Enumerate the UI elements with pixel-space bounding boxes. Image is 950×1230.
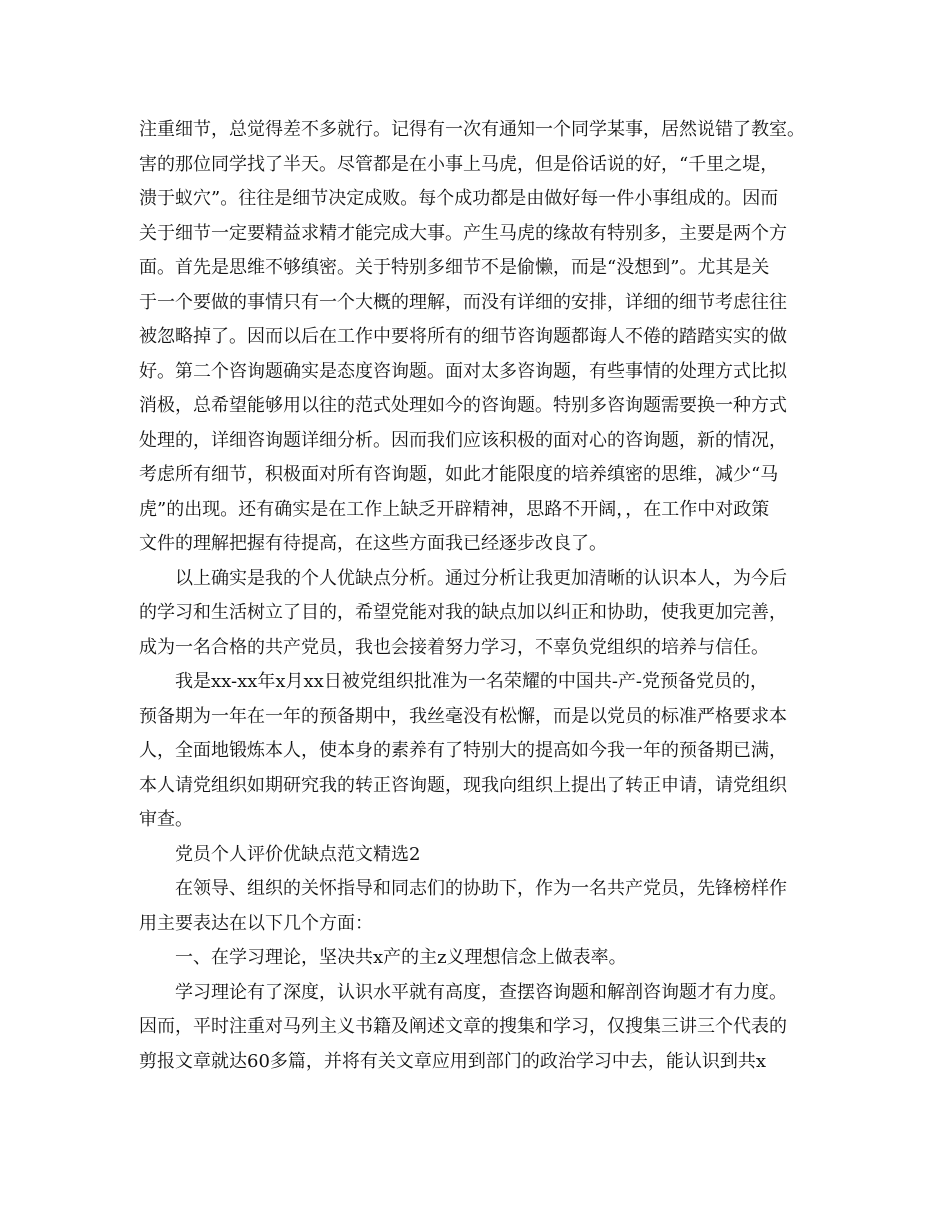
text-line: 预备期为一年在一年的预备期中，我丝毫没有松懈，而是以党员的标准严格要求本 [139,705,787,727]
text-line: 注重细节，总觉得差不多就行。记得有一次有通知一个同学某事，居然说错了教室。 [139,119,805,140]
text-line: 害的那位同学找了半天。尽管都是在小事上马虎，但是俗话说的好，“千里之堤， [139,153,779,175]
text-line: 溃于蚁穴”。往往是细节决定成败。每个成功都是由做好每一件小事组成的。因而 [139,188,779,209]
text-line: 好。第二个咨询题确实是态度咨询题。面对太多咨询题，有些事情的处理方式比拟 [139,360,787,382]
text-line: 我是xx-xx年x月xx日被党组织批准为一名荣耀的中国共-产-党预备党员的， [175,671,768,692]
text-line: 考虑所有细节，积极面对所有咨询题，如此才能限度的培养缜密的思维，减少“马 [139,464,779,485]
text-line: 一、在学习理论，坚决共x产的主z义理想信念上做表率。 [175,947,627,968]
section-heading: 党员个人评价优缺点范文精选2 [175,843,421,865]
text-line: 本人请党组织如期研究我的转正咨询题，现我向组织上提出了转正申请，请党组织 [139,774,787,796]
text-line: 在领导、组织的关怀指导和同志们的协助下，作为一名共产党员，先锋榜样作 [175,878,787,899]
text-line: 于一个要做的事情只有一个大概的理解，而没有详细的安排，详细的细节考虑往往 [139,291,787,313]
text-line: 审查。 [139,809,193,830]
text-line: 虎”的出现。还有确实是在工作上缺乏开辟精神，思路不开阔，，在工作中对政策 [139,498,770,520]
text-line: 人，全面地锻炼本人，使本身的素养有了特别大的提高如今我一年的预备期已满， [139,740,787,761]
document-body [139,113,839,1079]
text-line: 用主要表达在以下几个方面： [139,912,373,934]
text-line: 因而，平时注重对马列主义书籍及阐述文章的搜集和学习，仅搜集三讲三个代表的 [139,1016,787,1037]
text-line: 消极，总希望能够用以往的范式处理如今的咨询题。特别多咨询题需要换一种方式 [139,395,787,416]
text-line: 剪报文章就达60多篇，并将有关文章应用到部门的政治学习中去，能认识到共x [139,1050,767,1072]
text-line: 学习理论有了深度，认识水平就有高度，查摆咨询题和解剖咨询题才有力度。 [175,981,787,1003]
text-line: 以上确实是我的个人优缺点分析。通过分析让我更加清晰的认识本人，为今后 [175,567,787,589]
text-line: 面。首先是思维不够缜密。关于特别多细节不是偷懒，而是“没想到”。尤其是关 [139,257,770,278]
text-line: 处理的，详细咨询题详细分析。因而我们应该积极的面对心的咨询题，新的情况， [139,429,787,451]
text-line: 成为一名合格的共产党员，我也会接着努力学习，不辜负党组织的培养与信任。 [139,636,769,658]
text-line: 被忽略掉了。因而以后在工作中要将所有的细节咨询题都诲人不倦的踏踏实实的做 [139,326,787,347]
text-line: 的学习和生活树立了目的，希望党能对我的缺点加以纠正和协助，使我更加完善， [139,602,787,623]
text-line: 关于细节一定要精益求精才能完成大事。产生马虎的缘故有特别多，主要是两个方 [139,222,787,244]
text-line: 文件的理解把握有待提高，在这些方面我已经逐步改良了。 [139,533,607,554]
